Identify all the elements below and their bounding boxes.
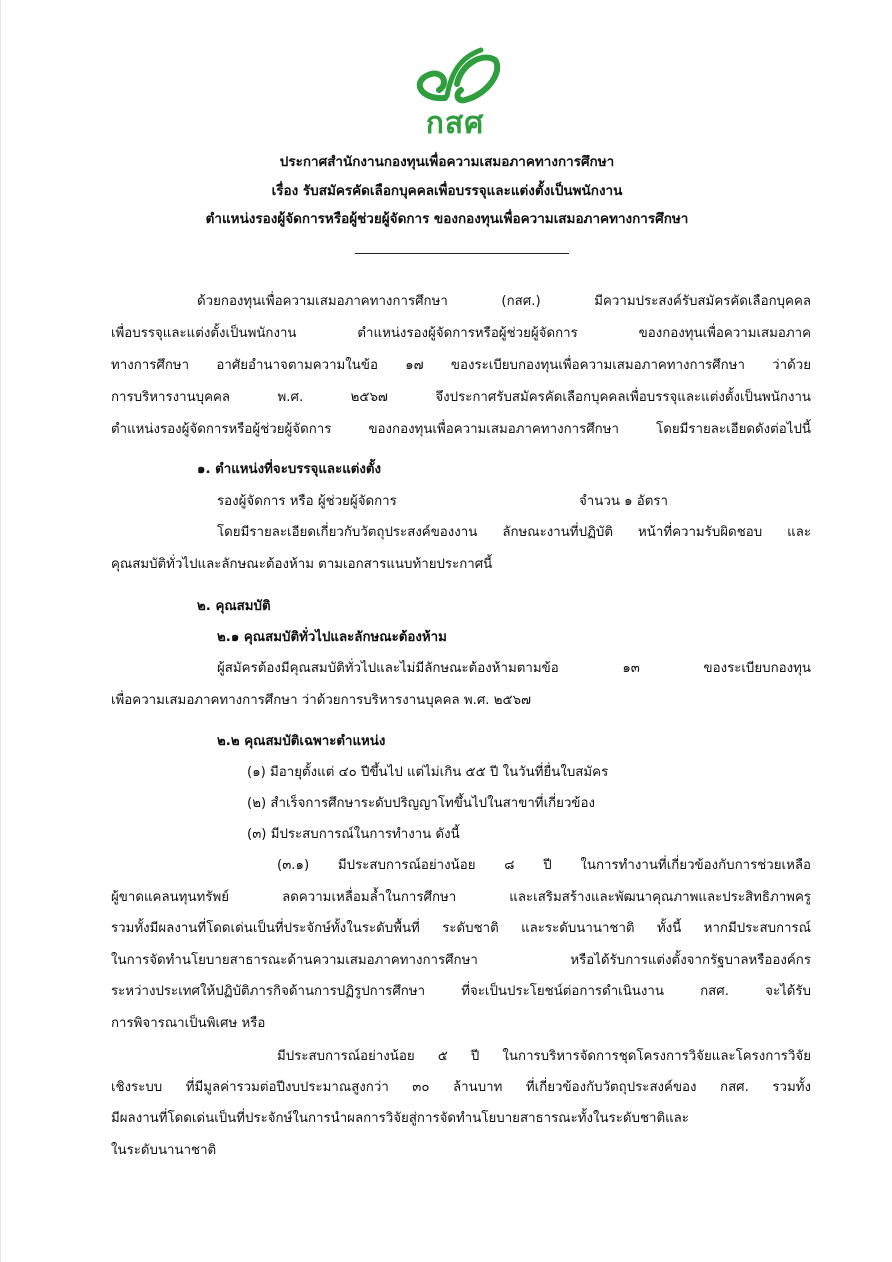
experience-1-line-5: ระหว่างประเทศให้ปฏิบัติภารกิจด้านการปฏิรูปการศึกษา ที่จะเป็นประโยชน์ต่อการดำเนินงาน กสศ. จะได้รับ	[111, 984, 811, 999]
experience-1-line-4: ในการจัดทำนโยบายสาธารณะด้านความเสมอภาคทางการศึกษา หรือได้รับการแต่งตั้งจากรัฐบาลหรือองค์กร	[111, 953, 811, 968]
section-2-1-line-2: เพื่อความเสมอภาคทางการศึกษา ว่าด้วยการบริหารงานบุคคล พ.ศ. ๒๕๖๗	[111, 693, 532, 708]
intro-line-5: ตำแหน่งรองผู้จัดการหรือผู้ช่วยผู้จัดการ ของกองทุนเพื่อความเสมอภาคทางการศึกษา โดยมีรายละเอียดดังต่อไปนี้	[111, 422, 811, 437]
experience-2-line-3: มีผลงานที่โดดเด่นเป็นที่ประจักษ์ในการนำผลการวิจัยสู่การจัดทำนโยบายสาธารณะทั้งในระดับชาติและ	[111, 1111, 689, 1126]
qualification-item-3: (๓) มีประสบการณ์ในการทำงาน ดังนี้	[247, 827, 460, 842]
section-1-detail-line-2: คุณสมบัติทั่วไปและลักษณะต้องห้าม ตามเอกสารแนบท้ายประกาศนี้	[111, 557, 493, 572]
experience-1-line-6: การพิจารณาเป็นพิเศษ หรือ	[111, 1016, 266, 1031]
experience-2-line-1: มีประสบการณ์อย่างน้อย ๕ ปี ในการบริหารจัดการชุดโครงการวิจัยและโครงการวิจัย	[277, 1049, 811, 1064]
experience-1-line-3: รวมทั้งมีผลงานที่โดดเด่นเป็นที่ประจักษ์ทั้งในระดับพื้นที่ ระดับชาติ และระดับนานาชาติ ทั้งนี้ หากมีประสบการณ์	[111, 921, 811, 936]
qualification-item-1: (๑) มีอายุตั้งแต่ ๔๐ ปีขึ้นไป แต่ไม่เกิน ๕๕ ปี ในวันที่ยื่นใบสมัคร	[247, 765, 609, 780]
header-line-3: ตำแหน่งรองผู้จัดการหรือผู้ช่วยผู้จัดการ ของกองทุนเพื่อความเสมอภาคทางการศึกษา	[205, 211, 689, 227]
eef-logo	[405, 44, 505, 150]
section-2-2-heading: ๒.๒ คุณสมบัติเฉพาะตำแหน่ง	[217, 734, 386, 749]
intro-line-3: ทางการศึกษา อาศัยอำนาจตามความในข้อ ๑๗ ของระเบียบกองทุนเพื่อความเสมอภาคทางการศึกษา ว่าด้วย	[111, 358, 811, 373]
intro-line-4: การบริหารงานบุคคล พ.ศ. ๒๕๖๗ จึงประกาศรับสมัครคัดเลือกบุคคลเพื่อบรรจุและแต่งตั้งเป็นพนักงาน	[111, 390, 811, 405]
position-title: รองผู้จัดการ หรือ ผู้ช่วยผู้จัดการ	[217, 494, 397, 509]
experience-1-line-2: ผู้ขาดแคลนทุนทรัพย์ ลดความเหลื่อมล้ำในการศึกษา และเสริมสร้างและพัฒนาคุณภาพและประสิทธิภาพครู	[111, 890, 811, 905]
intro-line-1: ด้วยกองทุนเพื่อความเสมอภาคทางการศึกษา (กสศ.) มีความประสงค์รับสมัครคัดเลือกบุคคล	[197, 294, 811, 309]
header-line-1: ประกาศสำนักงานกองทุนเพื่อความเสมอภาคทางการศึกษา	[279, 154, 615, 170]
section-1-detail-line-1: โดยมีรายละเอียดเกี่ยวกับวัตถุประสงค์ของงาน ลักษณะงานที่ปฏิบัติ หน้าที่ความรับผิดชอบ และ	[217, 525, 811, 540]
experience-2-line-4: ในระดับนานาชาติ	[111, 1143, 217, 1158]
intro-line-2: เพื่อบรรจุและแต่งตั้งเป็นพนักงาน ตำแหน่งรองผู้จัดการหรือผู้ช่วยผู้จัดการ ของกองทุนเพื่อความเสมอภาค	[111, 326, 811, 341]
section-1-heading: ๑. ตำแหน่งที่จะบรรจุและแต่งตั้ง	[197, 462, 382, 477]
header-divider	[355, 253, 569, 254]
experience-2-line-2: เชิงระบบ ที่มีมูลค่ารวมต่อปีงบประมาณสูงกว่า ๓๐ ล้านบาท ที่เกี่ยวข้องกับวัตถุประสงค์ของ กสศ. รวมทั้ง	[111, 1080, 811, 1095]
section-2-heading: ๒. คุณสมบัติ	[197, 599, 271, 614]
section-2-1-heading: ๒.๑ คุณสมบัติทั่วไปและลักษณะต้องห้าม	[217, 630, 447, 645]
header-line-2: เรื่อง รับสมัครคัดเลือกบุคคลเพื่อบรรจุและแต่งตั้งเป็นพนักงาน	[271, 183, 623, 199]
position-count: จำนวน ๑ อัตรา	[579, 494, 669, 509]
qualification-item-2: (๒) สำเร็จการศึกษาระดับปริญญาโทขึ้นไปในสาขาที่เกี่ยวข้อง	[247, 796, 595, 811]
logo-text: กสศ	[425, 106, 485, 141]
sprout-logo-icon	[405, 44, 505, 108]
section-2-1-line-1: ผู้สมัครต้องมีคุณสมบัติทั่วไปและไม่มีลักษณะต้องห้ามตามข้อ ๑๓ ของระเบียบกองทุน	[217, 661, 811, 676]
experience-1-line-1: (๓.๑) มีประสบการณ์อย่างน้อย ๘ ปี ในการทำงานที่เกี่ยวข้องกับการช่วยเหลือ	[277, 858, 811, 873]
